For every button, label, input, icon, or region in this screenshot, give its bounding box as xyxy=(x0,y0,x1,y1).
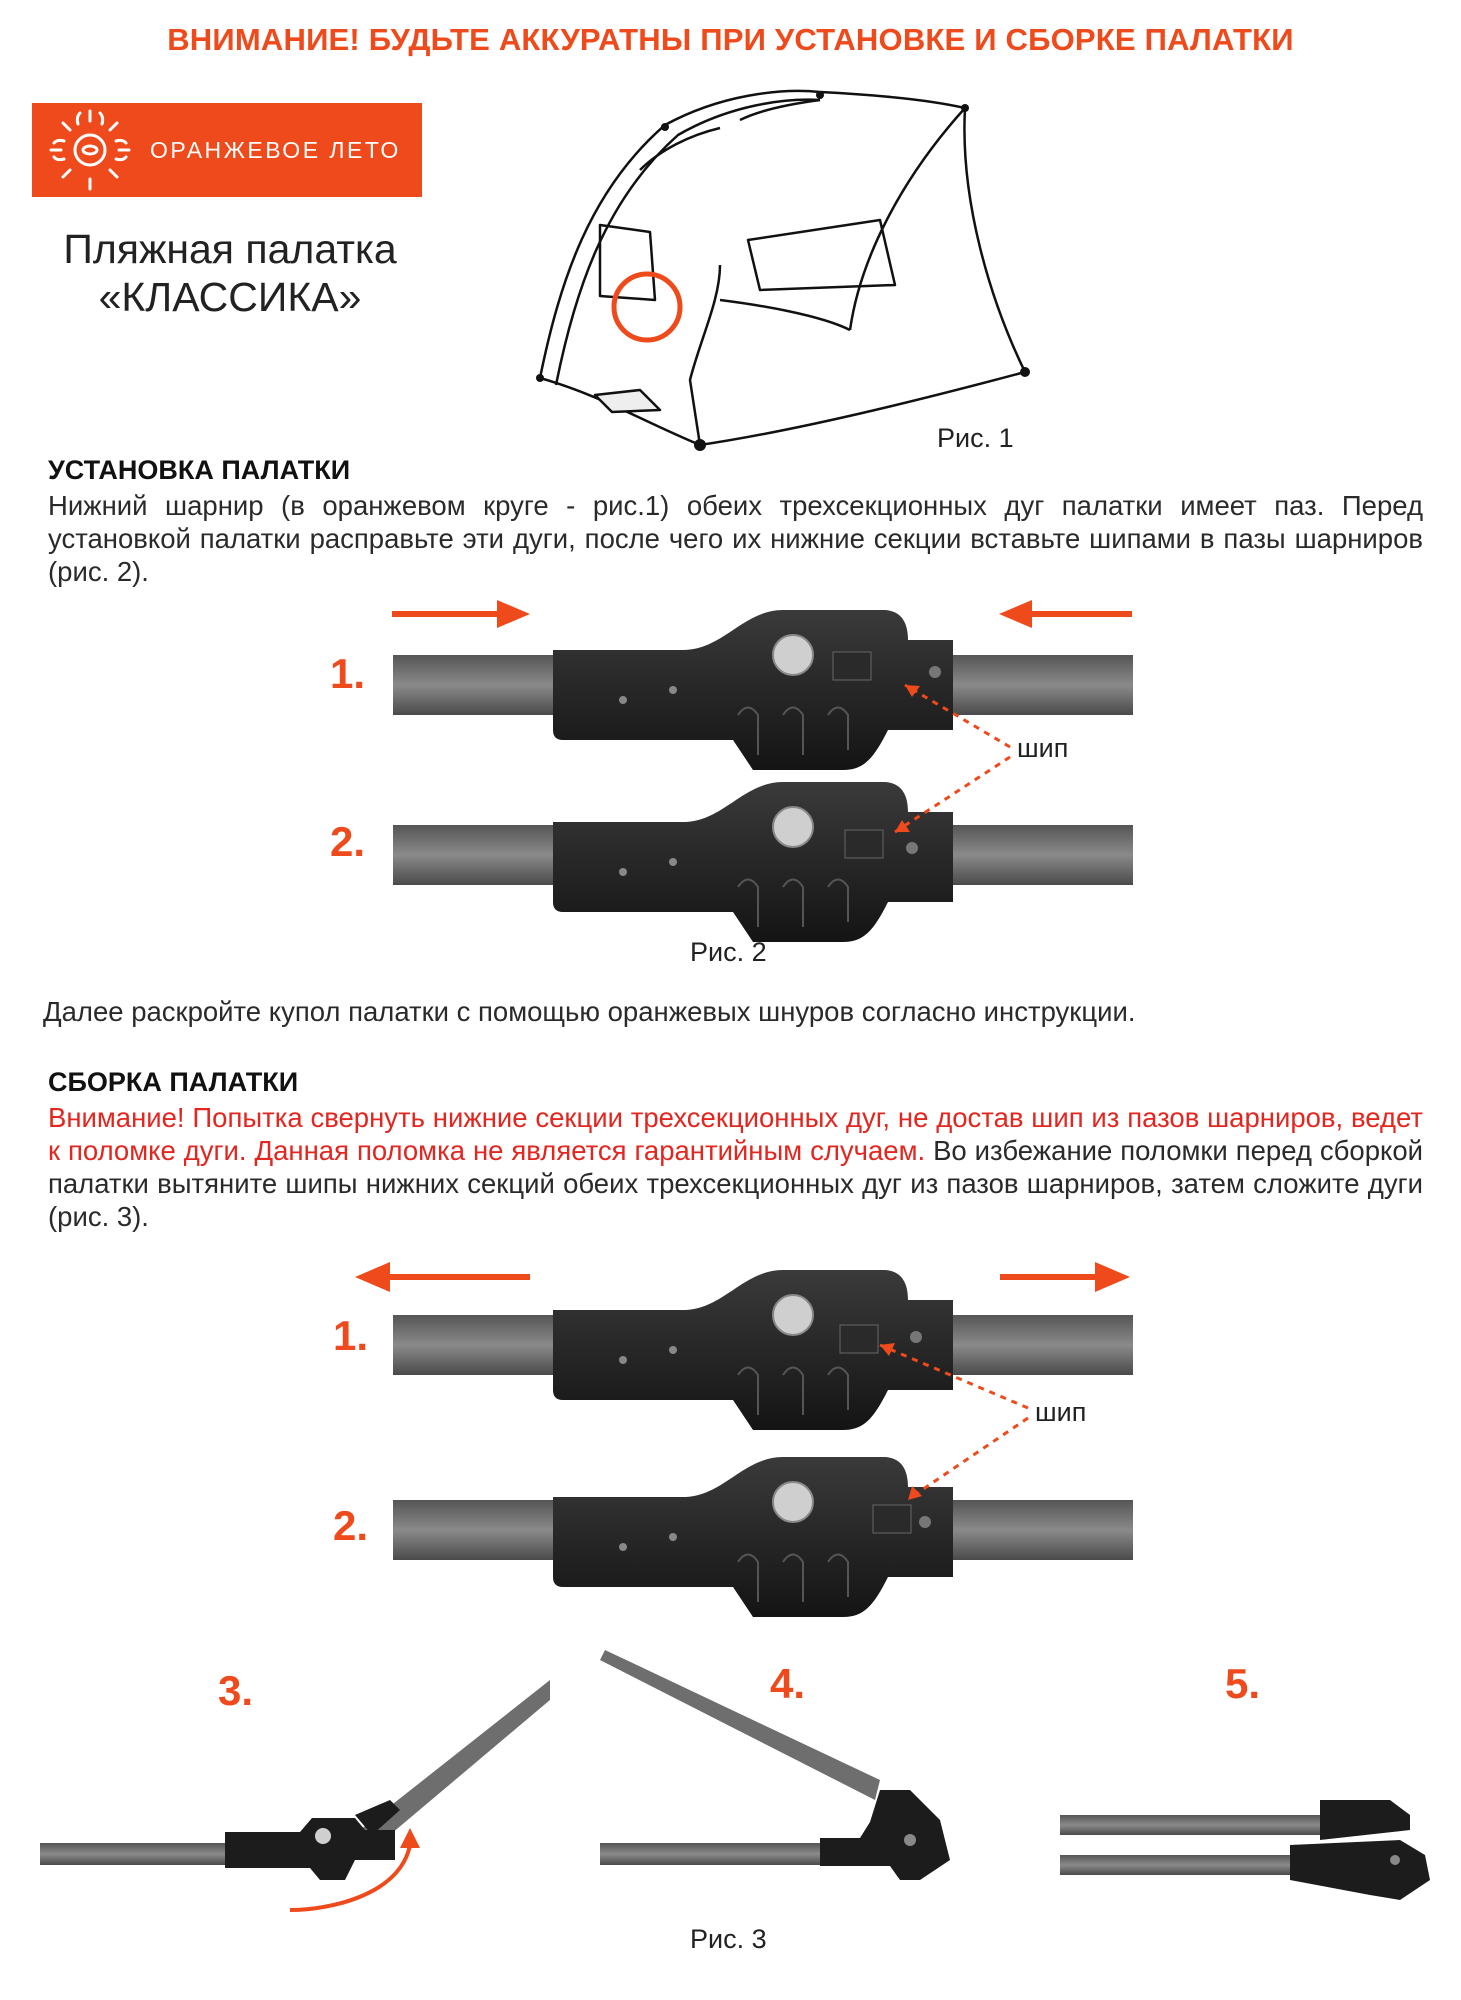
install-step-1: 1. xyxy=(330,650,366,697)
warning-title: ВНИМАНИЕ! БУДЬТЕ АККУРАТНЫ ПРИ УСТАНОВКЕ И СБОРКЕ ПАЛАТКИ xyxy=(167,22,1294,57)
installation-heading: УСТАНОВКА ПАЛАТКИ xyxy=(48,455,351,485)
arrow-right-icon xyxy=(1000,1262,1130,1292)
assembly-joint-row-1 xyxy=(393,1270,1133,1430)
brand-name: ОРАНЖЕВОЕ ЛЕТО xyxy=(150,136,401,163)
arrow-left-icon xyxy=(355,1262,530,1292)
dome-note: Далее раскройте купол палатки с помощью оранжевых шнуров согласно инструкции. xyxy=(43,996,1136,1027)
fig3-caption: Рис. 3 xyxy=(690,1924,767,1954)
assembly-joint-row-2 xyxy=(393,1457,1133,1617)
fold-step-3-label: 3. xyxy=(218,1667,254,1714)
fold-step-4-label: 4. xyxy=(770,1660,806,1707)
install-step-2: 2. xyxy=(330,818,366,865)
assembly-step-2: 2. xyxy=(333,1502,369,1549)
assembly-spike-label: шип xyxy=(1035,1397,1087,1427)
product-title-line1: Пляжная палатка xyxy=(63,226,397,272)
assembly-warning-text: Внимание! Попытка свернуть нижние секции трехсекционных дуг, не достав шип из пазов шарниров, ведет к поломке дуги. Данная поломка не является гарантийным случаем. xyxy=(48,1102,1423,1166)
installation-text: Нижний шарнир (в оранжевом круге - рис.1) обеих трехсекционных дуг палатки имеет паз. Перед установкой палатки расправьте эти дуги, после чего их нижние секции вставьте шипами в пазы шарниров (рис. 2). xyxy=(48,490,1423,587)
fig1-caption: Рис. 1 xyxy=(937,423,1014,453)
install-spike-label: шип xyxy=(1017,733,1069,763)
fold-step-5 xyxy=(1060,1800,1430,1900)
assembly-instruction-text: Во избежание поломки перед сборкой палатки вытяните шипы нижних секций обеих трехсекционных дуг из пазов шарниров, затем сложите дуги (рис. 3). xyxy=(48,1135,1424,1232)
assembly-step-1: 1. xyxy=(333,1312,369,1359)
fig2-caption: Рис. 2 xyxy=(690,937,767,967)
assembly-heading: СБОРКА ПАЛАТКИ xyxy=(48,1067,299,1097)
fold-step-5-label: 5. xyxy=(1225,1660,1261,1707)
fold-step-3 xyxy=(40,1680,550,1910)
product-title-line2: «КЛАССИКА» xyxy=(98,274,362,320)
